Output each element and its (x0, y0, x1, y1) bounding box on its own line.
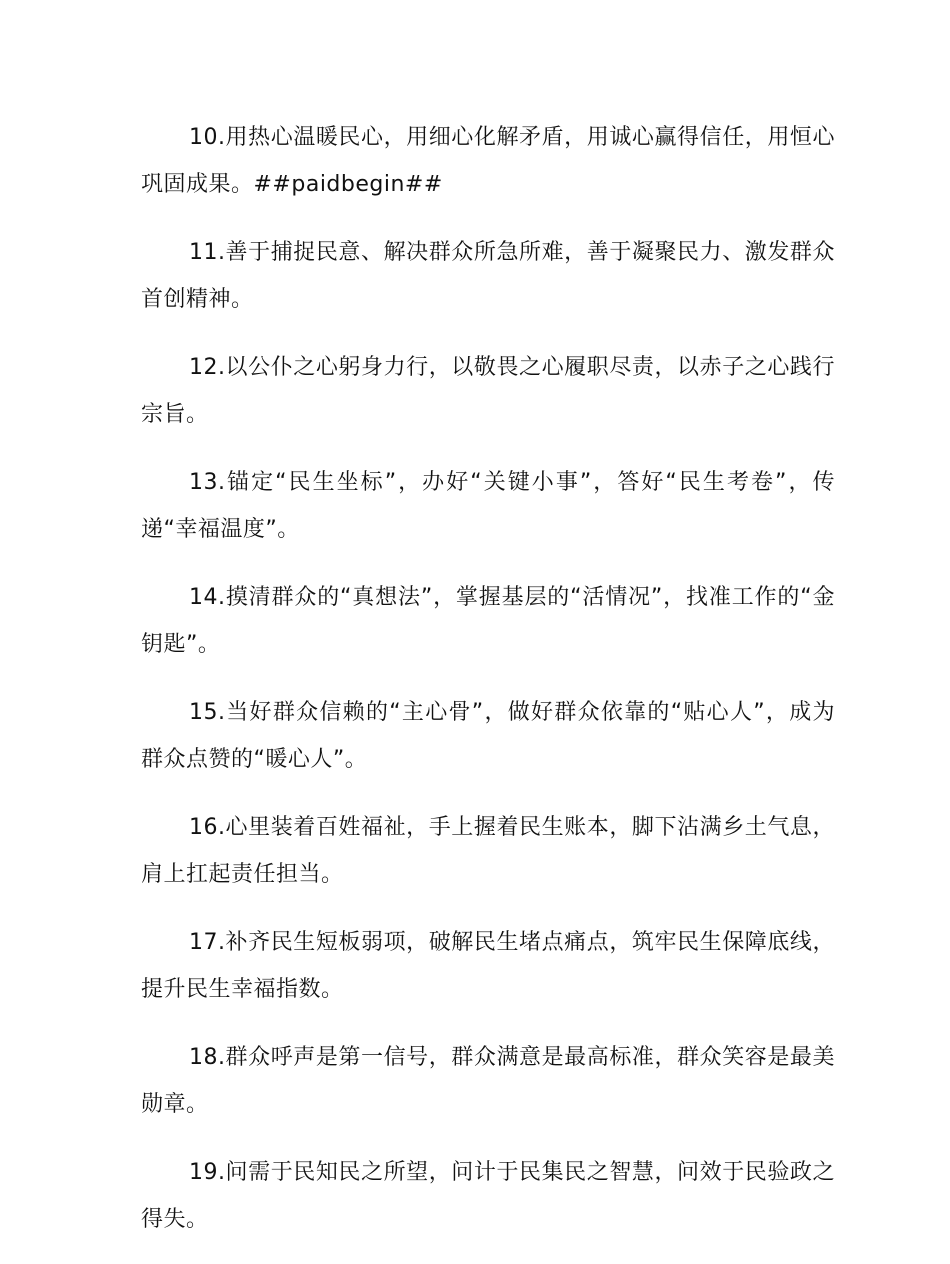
paragraph-18: 18.群众呼声是第一信号，群众满意是最高标准，群众笑容是最美勋章。 (141, 1045, 835, 1117)
paragraph-19: 19.问需于民知民之所望，问计于民集民之智慧，问效于民验政之得失。 (141, 1160, 835, 1232)
document-body (141, 114, 835, 1264)
paragraph-12: 12.以公仆之心躬身力行，以敬畏之心履职尽责，以赤子之心践行宗旨。 (141, 355, 835, 427)
paragraph-16: 16.心里装着百姓福祉，手上握着民生账本，脚下沾满乡土气息，肩上扛起责任担当。 (141, 815, 835, 887)
paragraph-15: 15.当好群众信赖的“主心骨”，做好群众依靠的“贴心人”，成为群众点赞的“暖心人”。 (141, 700, 835, 772)
paragraph-11: 11.善于捕捉民意、解决群众所急所难，善于凝聚民力、激发群众首创精神。 (141, 240, 835, 312)
paragraph-10: 10.用热心温暖民心，用细心化解矛盾，用诚心赢得信任，用恒心巩固成果。##paidbegin## (141, 125, 835, 197)
paragraph-14: 14.摸清群众的“真想法”，掌握基层的“活情况”，找准工作的“金钥匙”。 (141, 585, 835, 657)
paragraph-13: 13.锚定“民生坐标”，办好“关键小事”，答好“民生考卷”，传递“幸福温度”。 (141, 470, 835, 542)
paragraph-17: 17.补齐民生短板弱项，破解民生堵点痛点，筑牢民生保障底线，提升民生幸福指数。 (141, 930, 835, 1002)
